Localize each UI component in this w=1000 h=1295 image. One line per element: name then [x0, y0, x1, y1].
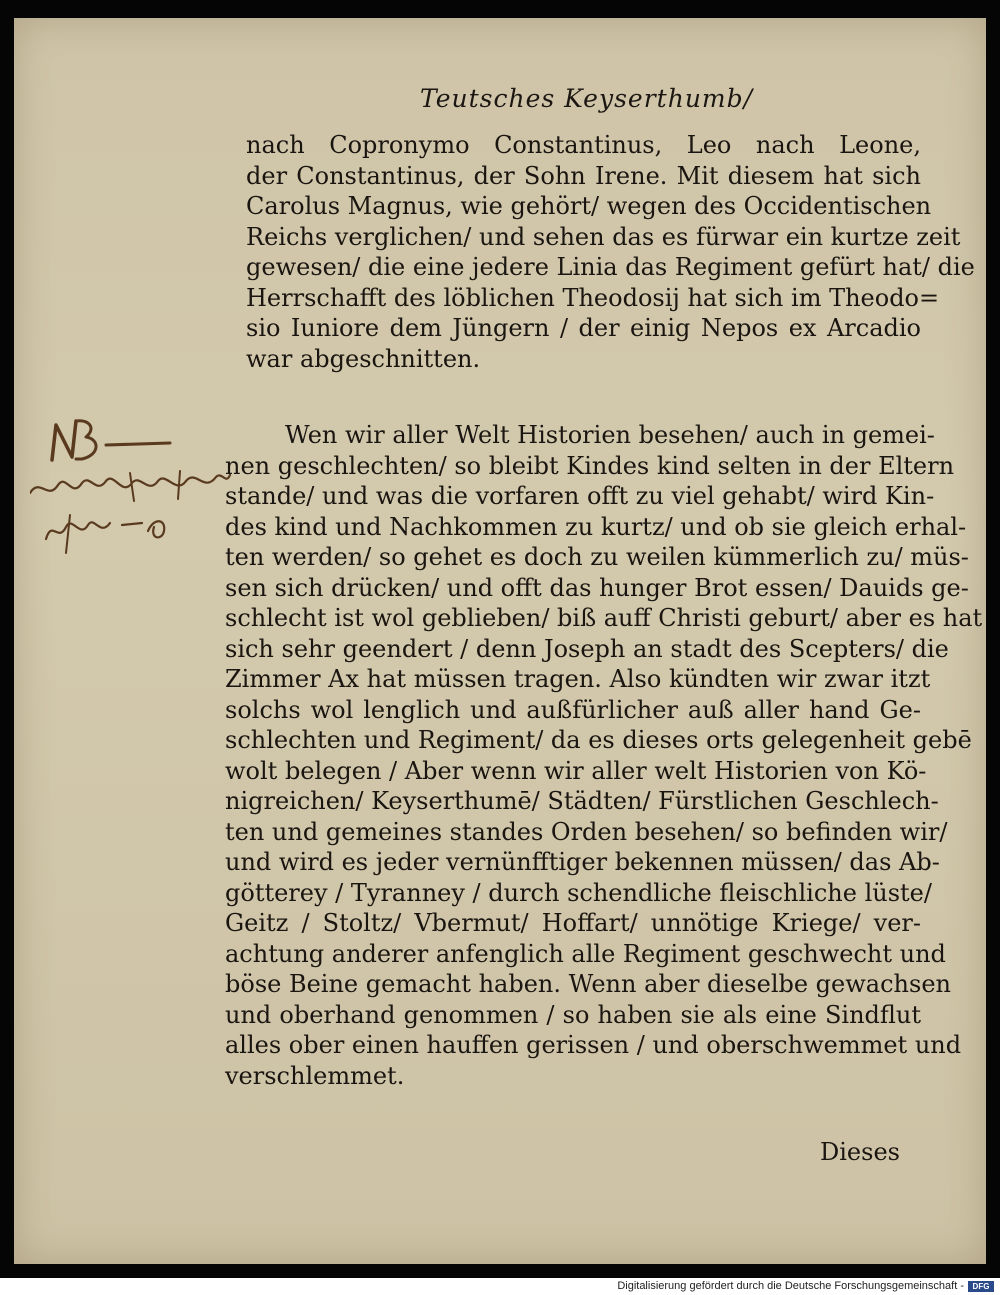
digitization-footer	[0, 1278, 1000, 1295]
paragraph-2-line: ten und gemeines standes Orden besehen/ so befinden wir/	[225, 817, 948, 846]
paragraph-2-line: und oberhand genommen / so haben sie als eine Sindflut	[225, 1000, 921, 1029]
paragraph-2-line: sich sehr geendert / denn Joseph an stadt des Scepters/ die	[225, 634, 949, 663]
paragraph-2-line: böse Beine gemacht haben. Wenn aber dieselbe gewachsen	[225, 970, 951, 998]
paragraph-2-line: verschlemmet.	[225, 1061, 405, 1090]
paragraph-2-line: alles ober einen hauffen gerissen / und oberschwemmet und	[225, 1031, 962, 1059]
catchword: Dieses	[820, 1138, 900, 1166]
paragraph-2-line: wolt belegen / Aber wenn wir aller welt Historien von Kö-	[225, 756, 927, 785]
paragraph-2-line: des kind und Nachkommen zu kurtz/ und ob sie gleich erhal-	[225, 512, 967, 541]
paragraph-2-line: sen sich drücken/ und offt das hunger Brot essen/ Dauids ge-	[225, 573, 969, 602]
paragraph-2-line: nen geschlechten/ so bleibt Kindes kind selten in der Eltern	[225, 451, 955, 480]
paragraph-2-line: und wird es jeder vernünfftiger bekennen müssen/ das Ab-	[225, 848, 940, 876]
dfg-logo-icon: DFG	[968, 1281, 994, 1292]
paragraph-2-line: solchs wol lenglich und außfürlicher auß aller hand Ge-	[225, 695, 921, 724]
paragraph-2-line: achtung anderer anfenglich alle Regiment geschwecht und	[225, 939, 946, 968]
handwritten-marginal-note	[30, 415, 240, 565]
paragraph-1-line: Reichs verglichen/ und sehen das es fürwar ein kurtze zeit	[246, 222, 961, 251]
paragraph-2-line: Wen wir aller Welt Historien besehen/ auch in gemei-	[285, 421, 935, 449]
footer-credit-text: Digitalisierung gefördert durch die Deutsche Forschungsgemeinschaft -	[617, 1280, 964, 1292]
paragraph-2-line: schlechten und Regiment/ da es dieses orts gelegenheit gebē	[225, 726, 972, 754]
running-head: Teutsches Keyserthumb/	[420, 84, 754, 113]
paragraph-1-line: gewesen/ die eine jedere Linia das Regiment gefürt hat/ die	[246, 253, 975, 281]
paragraph-2-line: stande/ und was die vorfaren offt zu viel gehabt/ wird Kin-	[225, 482, 935, 510]
paragraph-2-line: nigreichen/ Keyserthumē/ Städten/ Fürstlichen Geschlech-	[225, 787, 939, 815]
paragraph-2-line: Zimmer Ax hat müssen tragen. Also kündten wir zwar itzt	[225, 665, 931, 693]
paragraph-1-line: Herrschafft des löblichen Theodosij hat sich im Theodo=	[246, 283, 940, 312]
paragraph-2	[225, 420, 983, 1091]
paragraph-1-line: sio Iuniore dem Jüngern / der einig Nepos ex Arcadio	[246, 314, 921, 342]
paragraph-2-line: schlecht ist wol geblieben/ biß auff Christi geburt/ aber es hat	[225, 604, 983, 632]
paragraph-1-line: der Constantinus, der Sohn Irene. Mit diesem hat sich	[246, 161, 921, 190]
paragraph-1-line: Carolus Magnus, wie gehört/ wegen des Occidentischen	[246, 192, 932, 220]
paragraph-1	[246, 130, 975, 374]
paragraph-2-line: götterey / Tyranney / durch schendliche fleischliche lüste/	[225, 878, 932, 907]
paragraph-1-line: nach Copronymo Constantinus, Leo nach Leone,	[246, 131, 921, 159]
paragraph-1-line: war abgeschnitten.	[246, 344, 481, 373]
paragraph-2-line: Geitz / Stoltz/ Vbermut/ Hoffart/ unnötige Kriege/ ver-	[225, 909, 921, 937]
paragraph-2-line: ten werden/ so gehet es doch zu weilen kümmerlich zu/ müs-	[225, 543, 969, 571]
